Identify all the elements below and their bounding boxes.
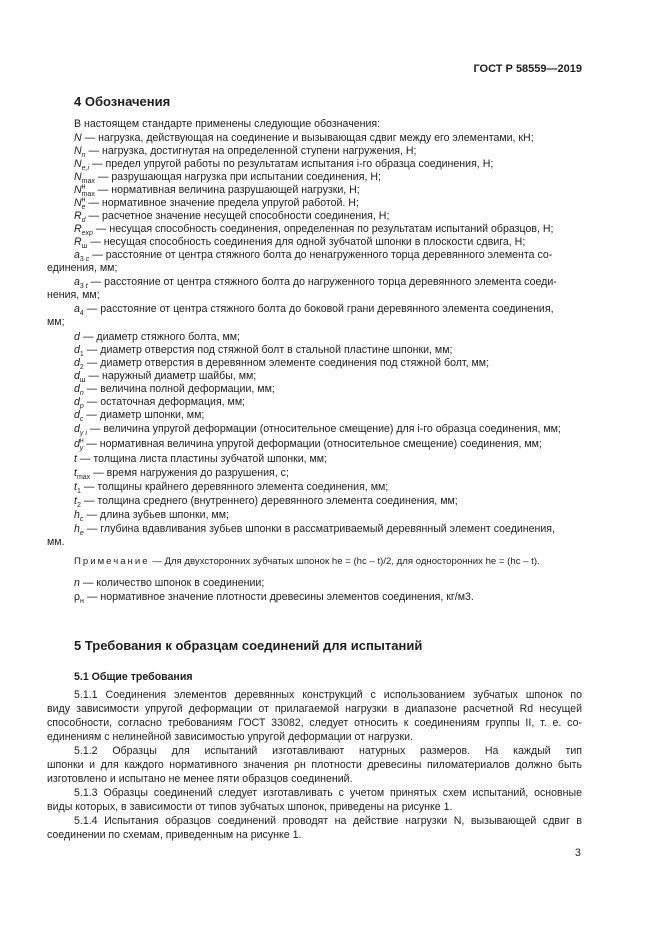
symbol-item: $d_{y i}$ — величина упругой деформации (относительное смещение) для i-го образца соединения, мм; [74,423,561,438]
subsection-5-1-title: 5.1 Общие требования [74,671,193,683]
symbol-item: $R_{exp}$ — несущая способность соединения, определенная по результатам испытаний образцов, Н; [74,223,554,238]
symbol-item: $a_4$ — расстояние от центра стяжного болта до боковой грани деревянного элемента соединения, [74,303,554,318]
document-code: ГОСТ Р 58559—2019 [473,63,582,75]
symbol-item: t — толщина листа пластины зубчатой шпонки, мм; [74,453,328,465]
symbol-item: $d^н_y$ — нормативная величина упругой деформации (относительное смещение) соединения, мм; [74,437,542,453]
note-label: Примечание [74,556,150,567]
symbol-item-cont: мм; [47,316,65,328]
symbol-item: d — диаметр стяжного болта, мм; [74,331,240,343]
symbol-item: $h_e$ — глубина вдавливания зубьев шпонки в рассматриваемый деревянный элемент соединения, [74,523,555,538]
symbol-item: $t_2$ — толщина среднего (внутреннего) деревянного элемента соединения, мм; [74,495,458,510]
symbol-item: N — нагрузка, действующая на соединение и вызывающая сдвиг между его элементами, кН; [74,132,534,144]
symbol-item: $N^н_e$ — нормативное значение предела упругой работой. Н; [74,196,359,212]
intro-line: В настоящем стандарте применены следующие обозначения: [74,118,381,130]
symbol-item: $N_{e,i}$ — предел упругой работы по результатам испытания i-го образца соединения, Н; [74,158,494,173]
section-5-title: 5 Требования к образцам соединений для испытаний [74,638,423,653]
symbol-item: $d_2$ — диаметр отверстия в деревянном элементе соединения под стяжной болт, мм; [74,357,490,372]
note-text: — Для двухсторонних зубчатых шпонок he = (hc – t)/2, для односторонних he = (hc – t). [149,556,540,567]
symbol-item: n — количество шпонок в соединении; [74,577,265,589]
symbol-item-cont: мм. [47,536,65,548]
symbol-item-cont: единения, мм; [47,262,118,274]
symbol-item: $R_ш$ — несущая способность соединения для одной зубчатой шпонки в плоскости сдвига, Н; [74,236,526,251]
section-4-title: 4 Обозначения [74,94,171,109]
symbol-item: $N_{max}$ — разрушающая нагрузка при испытании соединения, Н; [74,171,381,186]
symbol-item: $d_n$ — величина полной деформации, мм; [74,383,275,398]
symbol-item: $\rho_н$ — нормативное значение плотности древесины элементов соединения, кг/м3. [74,591,474,606]
symbol-item: $t_1$ — толщины крайнего деревянного элемента соединения, мм; [74,481,389,496]
symbol-item: $h_c$ — длина зубьев шпонки, мм; [74,509,229,524]
symbol-item: $N^н_{max}$ — нормативная величина разрушающей нагрузки, Н; [74,183,360,199]
symbol-item: $d_1$ — диаметр отверстия под стяжной болт в стальной пластине шпонки, мм; [74,344,453,359]
symbol-item: $a_{3 c}$ — расстояние от центра стяжного болта до ненагруженного торца деревянного элемента со- [74,249,553,264]
symbol-item: $R_d$ — расчетное значение несущей способности соединения, Н; [74,210,390,225]
page-number: 3 [575,847,581,859]
note [47,556,582,568]
symbol-item: $a_{3 t}$ — расстояние от центра стяжного болта до нагруженного торца деревянного элемента соеди- [74,276,557,291]
symbol-item: $d_p$ — остаточная деформация, мм; [74,396,246,411]
symbol-item-cont: нения, мм; [47,289,100,301]
symbol-item: $t_{max}$ — время нагружения до разрушения, с; [74,467,289,482]
symbol-item: $N_n$ — нагрузка, достигнутая на определенной ступени нагружения, Н; [74,145,417,160]
symbol-item: $d_ш$ — наружный диаметр шайбы, мм; [74,370,257,385]
symbol-item: $d_c$ — диаметр шпонки, мм; [74,409,205,424]
